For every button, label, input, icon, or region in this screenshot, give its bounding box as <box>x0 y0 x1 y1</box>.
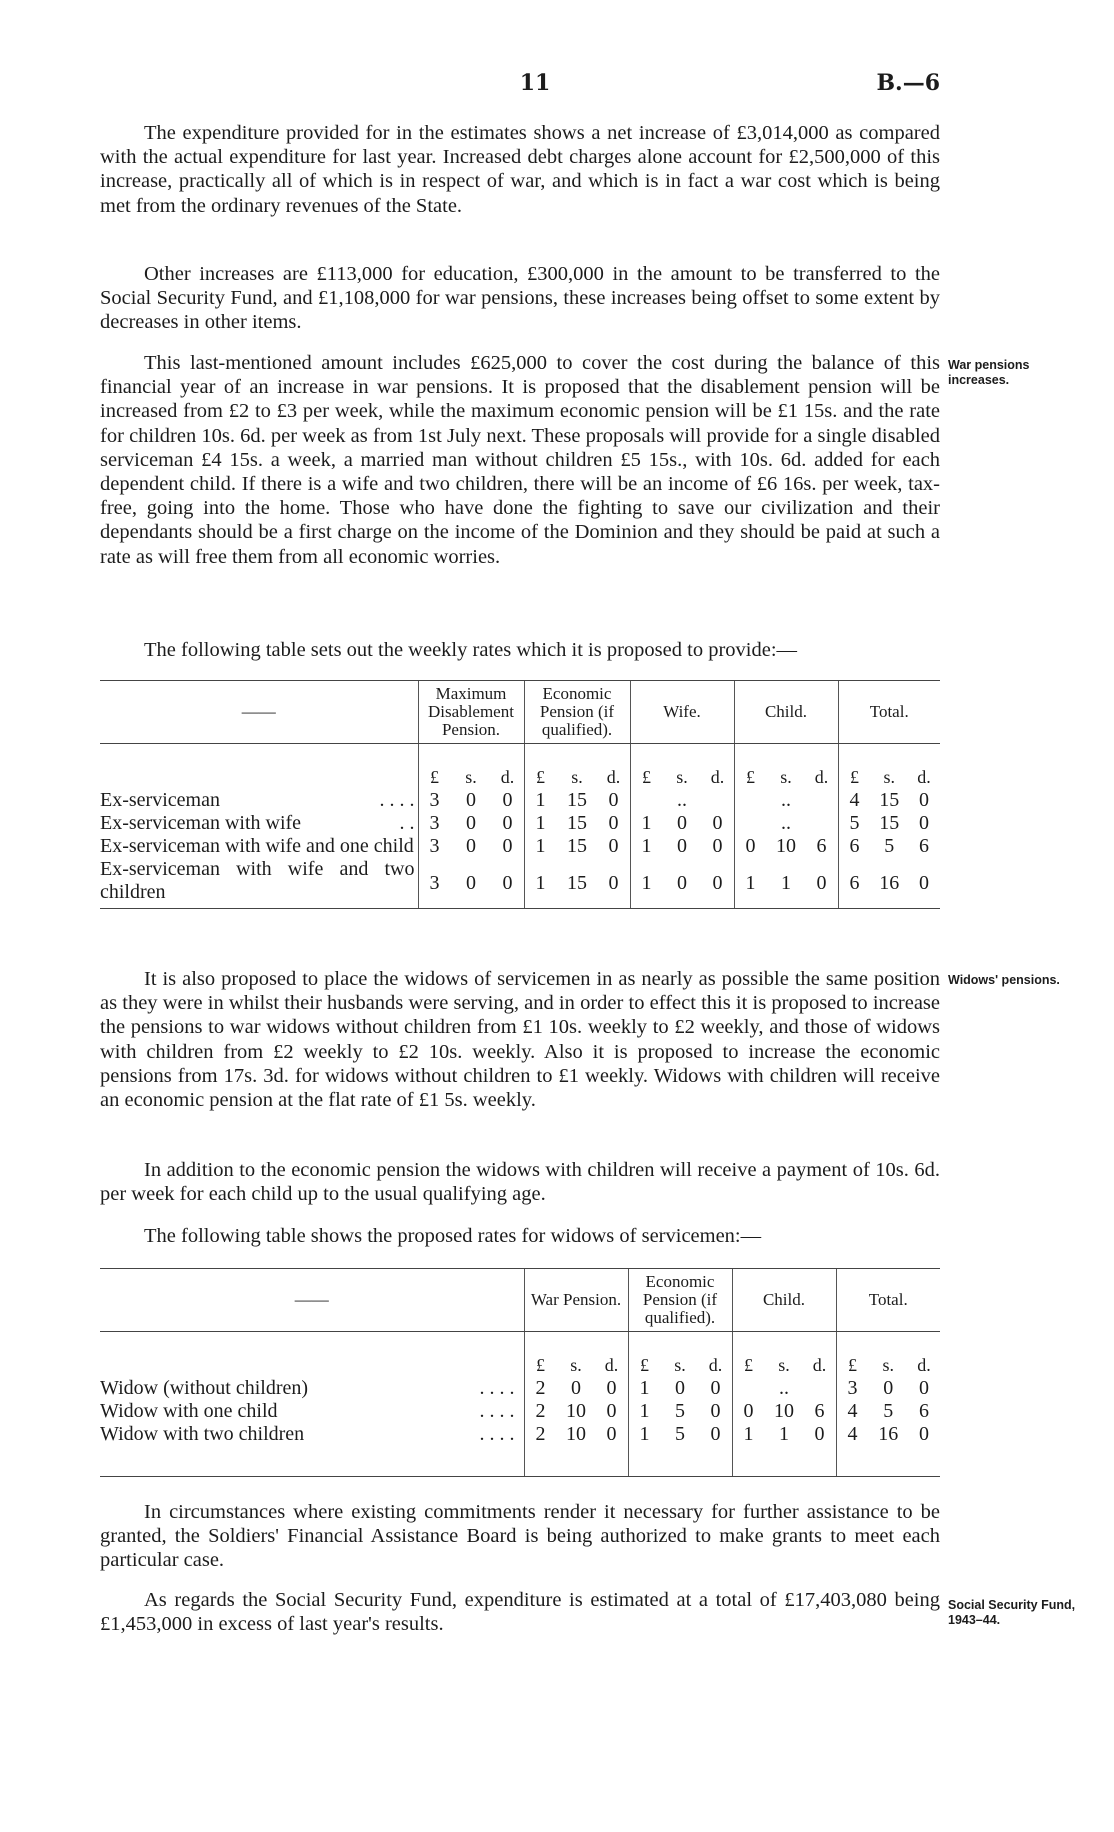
table-row: Ex-serviceman . . . . 3 0 0 1 15 0 .. .. 4 15 0 <box>100 789 940 812</box>
header-economic: Economic Pension (if qualified). <box>628 1269 732 1332</box>
header-total: Total. <box>836 1269 940 1332</box>
table-row: Ex-serviceman with wife . . 3 0 0 1 15 0 1 0 0 .. 5 15 0 <box>100 812 940 835</box>
paragraph-assistance-board: In circumstances where existing commitments render it necessary for further assistance to be granted, the Soldiers' Financial Assistance Board is being authorized to make grants to meet each particular case. <box>100 1501 940 1572</box>
paragraph-table1-intro: The following table sets out the weekly rates which it is proposed to provide:— <box>144 639 798 661</box>
paragraph-widows: It is also proposed to place the widows of servicemen in as nearly as possible the same position as they were in whilst their husbands were serving, and in order to effect this it is proposed to increase the pensions to war widows without children from £1 10s. weekly to £2 weekly, and those of widows with children from £2 weekly to £2 10s. weekly. Also it is proposed to increase the economic pensions from 17s. 3d. for widows without children to £1 weekly. Widows with children will receive an economic pension at the flat rate of £1 5s. weekly. <box>100 968 940 1112</box>
header-economic: Economic Pension (if qualified). <box>524 681 630 744</box>
paragraph-table2-intro: The following table shows the proposed rates for widows of servicemen:— <box>144 1225 762 1247</box>
header-wife: Wife. <box>630 681 734 744</box>
margin-note-war-pensions: War pensions increases. <box>948 358 1030 387</box>
widows-rates-table <box>100 1268 940 1477</box>
margin-note-social-security: Social Security Fund, 1943–44. <box>948 1598 1076 1627</box>
table-row: Ex-serviceman with wife and two children 3 0 0 1 15 0 1 0 0 1 1 0 6 16 0 <box>100 858 940 909</box>
paragraph-child-payment: In addition to the economic pension the widows with children will receive a payment of 10s. 6d. per week for each child up to the usual qualifying age. <box>100 1159 940 1206</box>
header-total: Total. <box>838 681 940 744</box>
paragraph-expenditure: The expenditure provided for in the estimates shows a net increase of £3,014,000 as compared with the actual expenditure for last year. Increased debt charges alone account for £2,500,000 of this increase, practically all of which is in respect of war, and which is in fact a war cost which is being met from the ordinary revenues of the State. <box>100 122 940 217</box>
servicemen-rates-table <box>100 680 940 909</box>
paragraph-other-increases: Other increases are £113,000 for education, £300,000 in the amount to be transferred to the Social Security Fund, and £1,108,000 for war pensions, these increases being offset to some extent by decreases in other items. <box>100 263 940 334</box>
page-number: 11 <box>519 70 551 96</box>
header-blank: —— <box>100 681 418 744</box>
table-row: Widow with two children . . . . 2 10 0 1 5 0 1 1 0 4 16 0 <box>100 1423 940 1477</box>
header-blank: —— <box>100 1269 524 1332</box>
header-war-pension: War Pension. <box>524 1269 628 1332</box>
document-reference: B.—6 <box>876 70 940 96</box>
header-max-disablement: Maximum Disablement Pension. <box>418 681 524 744</box>
table-row: Widow with one child . . . . 2 10 0 1 5 0 0 10 6 4 5 6 <box>100 1400 940 1423</box>
paragraph-war-pensions: This last-mentioned amount includes £625,000 to cover the cost during the balance of this financial year of an increase in war pensions. It is proposed that the disablement pension will be increased from £2 to £3 per week, while the maximum economic pension will be £1 15s. and the rate for children 10s. 6d. per week as from 1st July next. These proposals will provide for a single disabled serviceman £4 15s. a week, a married man without children £5 15s., with 10s. 6d. added for each dependent child. If there is a wife and two children, there will be an income of £6 16s. per week, tax-free, going into the home. Those who have done the fighting to save our civilization and their dependants should be a first charge on the income of the Dominion and they should be paid at such a rate as will free them from all economic worries. <box>100 352 940 568</box>
margin-note-widows: Widows' pensions. <box>948 973 1060 987</box>
table-row: Ex-serviceman with wife and one child 3 0 0 1 15 0 1 0 0 0 10 6 6 5 6 <box>100 835 940 858</box>
header-child: Child. <box>734 681 838 744</box>
header-child: Child. <box>732 1269 836 1332</box>
paragraph-social-security: As regards the Social Security Fund, expenditure is estimated at a total of £17,403,080 being £1,453,000 in excess of last year's results. <box>100 1589 940 1636</box>
units-row: £ s. d. £ s. d. £ s. d. £ s. d. <box>100 1332 940 1378</box>
table-row: Widow (without children) . . . . 2 0 0 1 0 0 .. 3 0 0 <box>100 1377 940 1400</box>
units-row: £ s. d. £ s. d. £ s. d. £ s. d. £ s. d. <box>100 744 940 790</box>
